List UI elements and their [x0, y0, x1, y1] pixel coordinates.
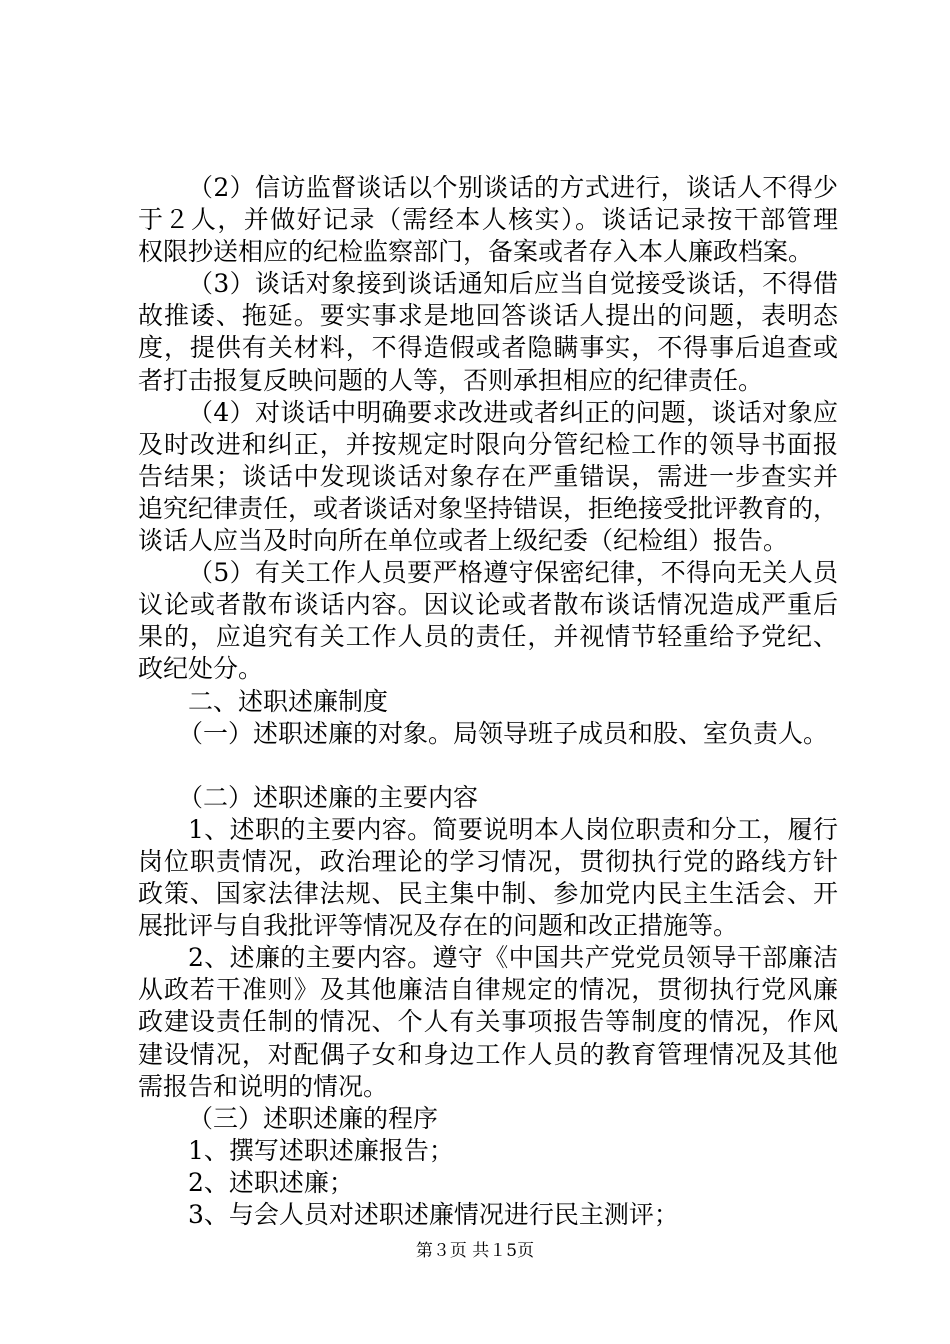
text-line: （三）述职述廉的程序	[188, 1103, 439, 1133]
text-line: （4）对谈话中明确要求改进或者纠正的问题，谈话对象应	[188, 397, 838, 427]
document-body	[138, 172, 838, 1231]
text-line: 及时改进和纠正，并按规定时限向分管纪检工作的领导书面报	[138, 429, 838, 459]
text-line: 展批评与自我批评等情况及存在的问题和改正措施等。	[138, 911, 739, 941]
text-line: 告结果；谈话中发现谈话对象存在严重错误，需进一步查实并	[138, 461, 838, 491]
text-line: （二）述职述廉的主要内容	[178, 782, 479, 812]
text-line: （3）谈话对象接到谈话通知后应当自觉接受谈话，不得借	[188, 269, 838, 299]
text-line: 二、述职述廉制度	[188, 686, 389, 716]
text-line: 需报告和说明的情况。	[138, 1071, 389, 1101]
text-line: 故推诿、拖延。要实事求是地回答谈话人提出的问题，表明态	[138, 301, 838, 331]
text-line: （一）述职述廉的对象。局领导班子成员和股、室负责人。	[178, 718, 829, 748]
text-line: 从政若干准则》及其他廉洁自律规定的情况，贯彻执行党风廉	[138, 975, 838, 1005]
text-line: （5）有关工作人员要严格遵守保密纪律，不得向无关人员	[188, 558, 838, 588]
blank-line	[138, 750, 838, 782]
text-line: 议论或者散布谈话内容。因议论或者散布谈话情况造成严重后	[138, 590, 838, 620]
text-line: 政策、国家法律法规、民主集中制、参加党内民主生活会、开	[138, 879, 838, 909]
page-footer: 第３页 共１5页	[415, 1241, 535, 1261]
text-line: 政建设责任制的情况、个人有关事项报告等制度的情况，作风	[138, 1007, 838, 1037]
text-line: 3、与会人员对述职述廉情况进行民主测评；	[188, 1200, 679, 1229]
text-line: 1、述职的主要内容。简要说明本人岗位职责和分工，履行	[188, 814, 838, 844]
text-line: 于２人，并做好记录（需经本人核实）。谈话记录按干部管理	[138, 205, 838, 235]
text-line: 建设情况，对配偶子女和身边工作人员的教育管理情况及其他	[138, 1039, 838, 1069]
text-line: 政纪处分。	[138, 654, 264, 684]
text-line: 权限抄送相应的纪检监察部门，备案或者存入本人廉政档案。	[138, 237, 814, 267]
text-line: 1、撰写述职述廉报告；	[188, 1135, 454, 1165]
text-line: 2、述廉的主要内容。遵守《中国共产党党员领导干部廉洁	[188, 943, 838, 973]
text-line: （2）信访监督谈话以个别谈话的方式进行，谈话人不得少	[188, 173, 838, 202]
text-line: 果的，应追究有关工作人员的责任，并视情节轻重给予党纪、	[138, 622, 838, 652]
text-line: 岗位职责情况，政治理论的学习情况，贯彻执行党的路线方针	[138, 846, 838, 876]
text-line: 2、述职述廉；	[188, 1167, 354, 1197]
text-line: 者打击报复反映问题的人等，否则承担相应的纪律责任。	[138, 365, 764, 395]
text-line: 追究纪律责任，或者谈话对象坚持错误，拒绝接受批评教育的，	[138, 493, 839, 523]
text-line: 度，提供有关材料，不得造假或者隐瞒事实，不得事后追查或	[138, 333, 838, 363]
text-line: 谈话人应当及时向所在单位或者上级纪委（纪检组）报告。	[138, 526, 789, 556]
